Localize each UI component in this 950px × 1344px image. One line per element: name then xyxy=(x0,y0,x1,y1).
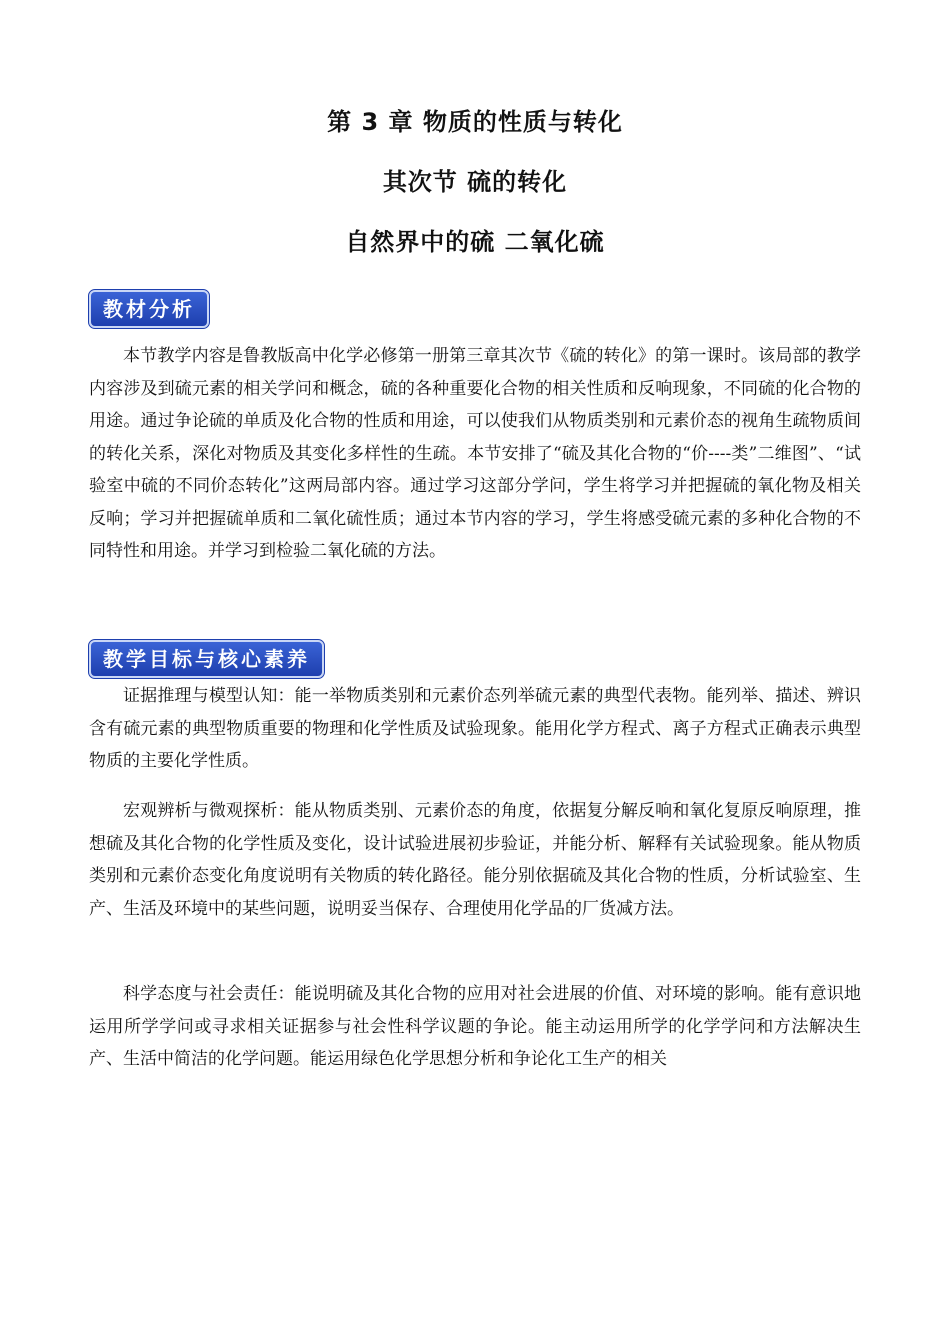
chapter-title: 第 3 章 物质的性质与转化 xyxy=(327,108,623,136)
teaching-goals-heading: 教学目标与核心素养 xyxy=(89,640,324,678)
section-title: 其次节 硫的转化 xyxy=(382,168,568,196)
goal-paragraph-evidence-reasoning: 证据推理与模型认知：能一举物质类别和元素价态列举硫元素的典型代表物。能列举、描述、辨识含有硫元素的典型物质重要的物理和化学性质及试验现象。能用化学方程式、离子方程式正确表示典型物质的主要化学性质。 xyxy=(89,686,861,771)
goal-paragraph-macro-micro: 宏观辨析与微观探析：能从物质类别、元素价态的角度，依据复分解反响和氧化复原反响原理，推想硫及其化合物的化学性质及变化，设计试验进展初步验证，并能分析、解释有关试验现象。能从物质类别和元素价态变化角度说明有关物质的转化路径。能分别依据硫及其化合物的性质，分析试验室、生产、生活及环境中的某些问题，说明妥当保存、合理使用化学品的厂货减方法。 xyxy=(89,801,861,919)
textbook-analysis-paragraph: 本节教学内容是鲁教版高中化学必修第一册第三章其次节《硫的转化》的第一课时。该局部的教学内容涉及到硫元素的相关学问和概念，硫的各种重要化合物的相关性质和反响现象，不同硫的化合物的用途。通过争论硫的单质及化合物的性质和用途，可以使我们从物质类别和元素价态的视角生疏物质间的转化关系，深化对物质及其变化多样性的生疏。本节安排了“硫及其化合物的“价----类”二维图”、“试验室中硫的不同价态转化”这两局部内容。通过学习这部分学问，学生将学习并把握硫的氧化物及相关反响；学习并把握硫单质和二氧化硫性质；通过本节内容的学习，学生将感受硫元素的多种化合物的不同特性和用途。并学习到检验二氧化硫的方法。 xyxy=(89,346,861,561)
goal-paragraph-scientific-attitude: 科学态度与社会责任：能说明硫及其化合物的应用对社会进展的价值、对环境的影响。能有意识地运用所学学问或寻求相关证据参与社会性科学议题的争论。能主动运用所学的化学学问和方法解决生产、生活中简洁的化学问题。能运用绿色化学思想分析和争论化工生产的相关 xyxy=(89,984,861,1069)
lesson-title: 自然界中的硫 二氧化硫 xyxy=(345,228,605,256)
textbook-analysis-heading: 教材分析 xyxy=(89,290,209,328)
